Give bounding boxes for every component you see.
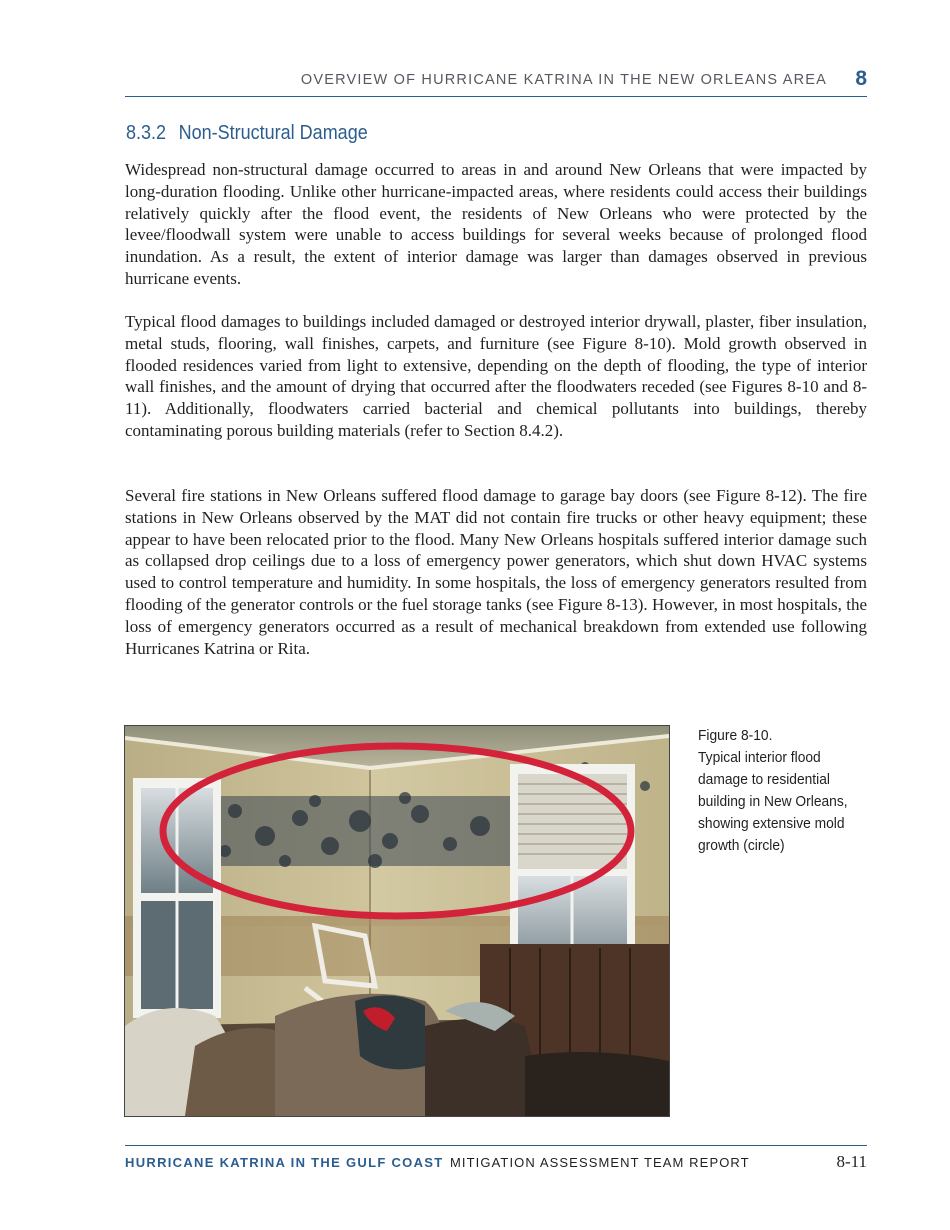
figure-caption-text: Typical interior flood damage to residential building in New Orleans, showing extensive mold growth (circle)	[698, 749, 848, 854]
section-heading	[126, 122, 368, 145]
body-paragraph: Typical flood damages to buildings included damaged or destroyed interior drywall, plaster, fiber insulation, metal studs, flooring, wall finishes, carpets, and furniture (see Figure 8-10). Mold growth observed in flooded residences varied from light to extensive, depending on the depth of flooding, the type of interior wall finishes, and the amount of drying that occurred after the floodwaters receded (see Figures 8-10 and 8-11). Additionally, floodwaters carried bacterial and chemical pollutants into buildings, thereby contaminating porous building materials (refer to Section 8.4.2).	[125, 312, 867, 440]
chapter-number: 8	[855, 67, 867, 90]
page-number: 8-11	[836, 1152, 867, 1171]
footer-report-subtitle: MITIGATION ASSESSMENT TEAM REPORT	[450, 1155, 750, 1170]
running-header	[125, 67, 867, 97]
figure-caption	[698, 725, 859, 857]
running-footer	[125, 1145, 867, 1176]
section-title: Non-Structural Damage	[178, 122, 368, 144]
header-title: OVERVIEW OF HURRICANE KATRINA IN THE NEW ORLEANS AREA	[300, 72, 827, 88]
body-paragraph: Widespread non-structural damage occurred to areas in and around New Orleans that were impacted by long-duration flooding. Unlike other hurricane-impacted areas, where residents could access their buildings relatively quickly after the flood event, the residents of New Orleans who were protected by the levee/floodwall system were unable to access buildings for several weeks because of prolonged flood inundation. As a result, the extent of interior damage was larger than damages observed in previous hurricane events.	[125, 160, 867, 288]
body-paragraph: Several fire stations in New Orleans suffered flood damage to garage bay doors (see Figure 8-12). The fire stations in New Orleans observed by the MAT did not contain fire trucks or other heavy equipment; these appear to have been relocated prior to the flood. Many New Orleans hospitals suffered interior damage such as collapsed drop ceilings due to a loss of emergency power generators, which shut down HVAC systems used to control temperature and humidity. In some hospitals, the loss of emergency generators resulted from flooding of the generator controls or the fuel storage tanks (see Figure 8-13). However, in most hospitals, the loss of emergency generators occurred as a result of mechanical breakdown from extended use following Hurricanes Katrina or Rita.	[125, 486, 867, 658]
section-number: 8.3.2	[126, 122, 167, 144]
figure-photo	[124, 725, 670, 1117]
figure-label: Figure 8-10.	[698, 727, 773, 744]
footer-report-title: HURRICANE KATRINA IN THE GULF COAST	[125, 1155, 444, 1170]
flood-damage-photo-illustration	[125, 726, 669, 1116]
